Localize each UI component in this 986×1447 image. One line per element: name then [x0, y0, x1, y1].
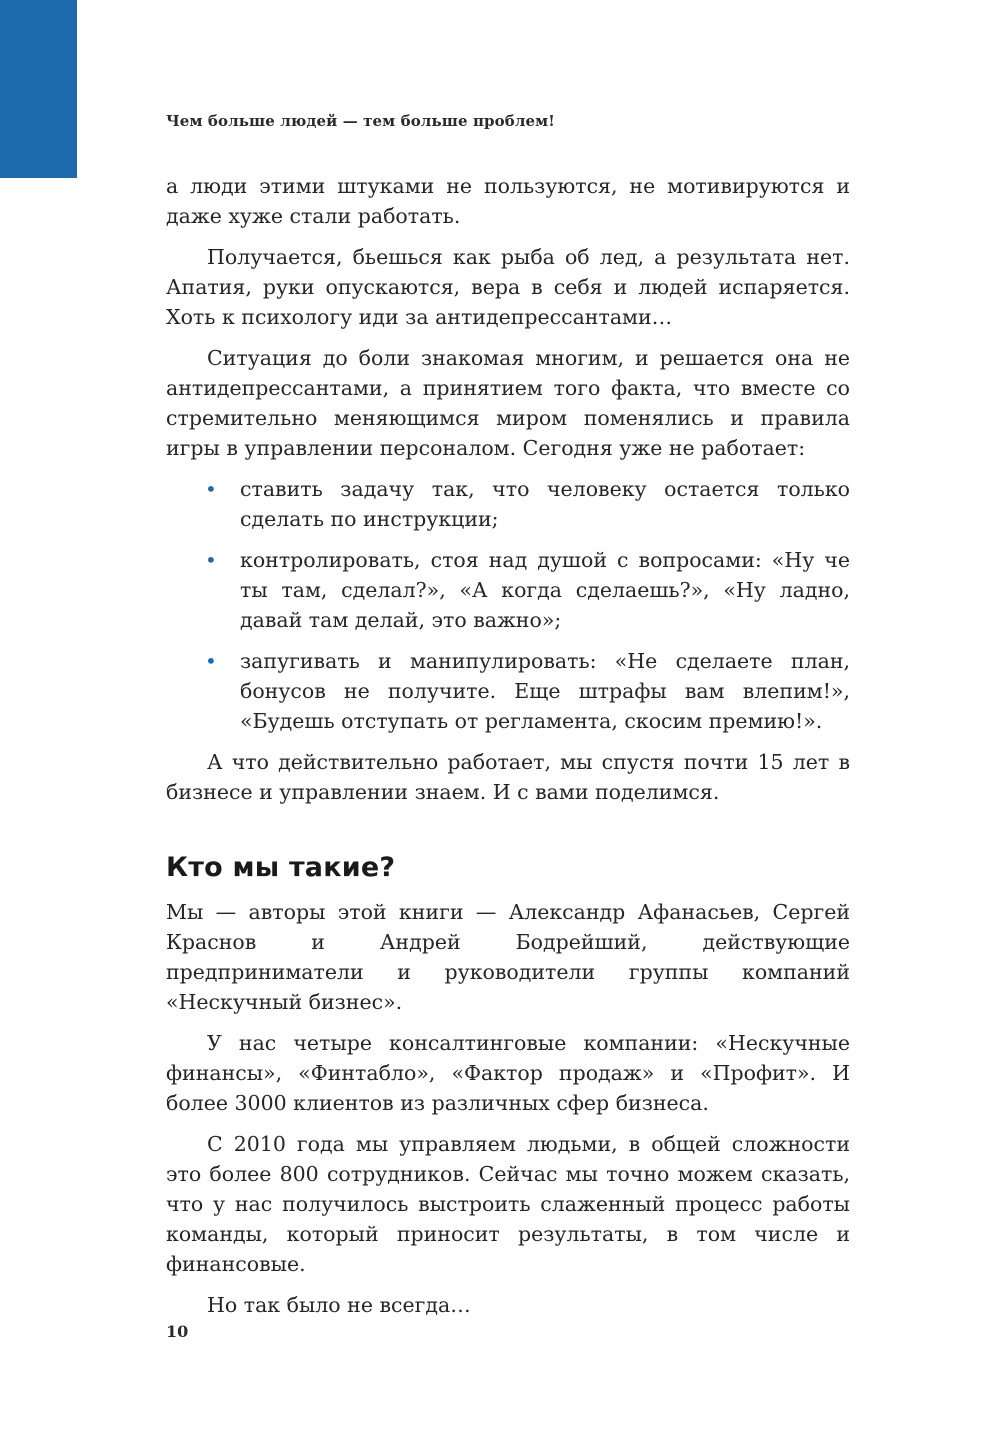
chapter-tab-marker [0, 0, 77, 178]
bullet-dot-icon: • [205, 477, 217, 501]
paragraph: Получается, бьешься как рыба об лед, а результата нет. Апатия, руки опускаются, вера в себя и людей испаряется. Хоть к психологу иди за антидепрессантами… [166, 245, 850, 329]
bullet-item [205, 646, 850, 736]
paragraph: У нас четыре консалтинговые компании: «Нескучные финансы», «Финтабло», «Фактор продаж» и «Профит». И более 3000 клиентов из различных сфер бизнеса. [166, 1031, 850, 1115]
paragraph: Мы — авторы этой книги — Александр Афанасьев, Сергей Краснов и Андрей Бодрейший, действующие предприниматели и руководители группы компаний «Нескучный бизнес». [166, 900, 850, 1014]
section-heading: Кто мы такие? [166, 852, 396, 883]
paragraph-continuation: а люди этими штуками не пользуются, не мотивируются и даже хуже стали работать. [166, 174, 850, 228]
bullet-item [205, 545, 850, 635]
running-head: Чем больше людей — тем больше проблем! [166, 112, 555, 130]
bullet-text: контролировать, стоя над душой с вопросами: «Ну че ты там, сделал?», «А когда сделаешь?», «Ну ладно, давай там делай, это важно»; [240, 548, 850, 632]
paragraph: Ситуация до боли знакомая многим, и решается она не антидепрессантами, а принятием того факта, что вместе со стремительно меняющимся миром поменялись и правила игры в управлении персоналом. Сегодня уже не работает: [166, 346, 850, 460]
bullet-text: ставить задачу так, что человеку остается только сделать по инструкции; [240, 477, 850, 531]
paragraph: А что действительно работает, мы спустя почти 15 лет в бизнесе и управлении знаем. И с вами поделимся. [166, 750, 850, 804]
bullet-text: запугивать и манипулировать: «Не сделаете план, бонусов не получите. Еще штрафы вам влепим!», «Будешь отступать от регламента, скосим премию!». [240, 649, 850, 733]
bullet-list [166, 474, 850, 736]
paragraph: Но так было не всегда… [207, 1293, 471, 1317]
bullet-item [205, 474, 850, 534]
bullet-dot-icon: • [205, 548, 217, 572]
page-body [166, 171, 850, 1331]
bullet-dot-icon: • [205, 649, 217, 673]
page-number: 10 [166, 1322, 189, 1341]
paragraph: С 2010 года мы управляем людьми, в общей сложности это более 800 сотрудников. Сейчас мы точно можем сказать, что у нас получилось выстроить слаженный процесс работы команды, который приносит результаты, в том числе и финансовые. [166, 1132, 850, 1276]
